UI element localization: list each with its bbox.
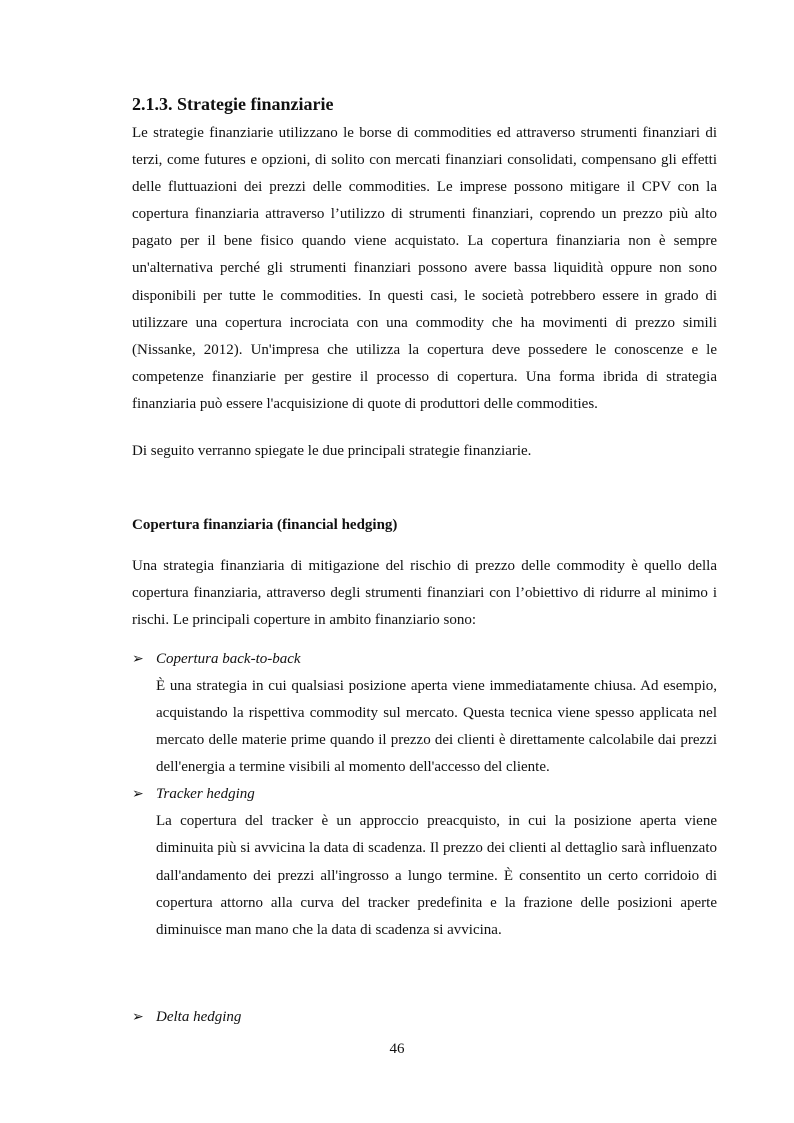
- section-paragraph-2: Di seguito verranno spiegate le due principali strategie finanziarie.: [132, 443, 532, 459]
- list-item-tracker-hedging: [132, 781, 717, 943]
- subsection-heading: Copertura finanziaria (financial hedging): [132, 517, 398, 533]
- subsection-intro: Una strategia finanziaria di mitigazione del rischio di prezzo delle commodity è quello della copertura finanziaria, attraverso degli strumenti finanziari con l’obiettivo di ridurre al minimo i rischi. Le principali coperture in ambito finanziario sono:: [132, 558, 717, 629]
- page-number: 46: [389, 1041, 405, 1057]
- list-item-back-to-back: [132, 646, 717, 781]
- arrow-bullet-icon: ➢: [132, 652, 144, 667]
- hedging-list: [132, 646, 717, 944]
- list-item-title: Tracker hedging: [156, 786, 255, 803]
- list-item-body: La copertura del tracker è un approccio preacquisto, in cui la posizione aperta viene diminuita più si avvicina la data di scadenza. Il prezzo dei clienti al dettaglio sarà influenzato dall'andamento dei prezzi all'ingrosso a lungo termine. È consentito un certo corridoio di copertura attorno alla curva del tracker predefinita e la frazione delle posizioni aperte diminuisce man mano che la data di scadenza si avvicina.: [156, 813, 717, 938]
- list-item-title: Copertura back-to-back: [156, 651, 301, 667]
- hedging-list-continued: [132, 1004, 717, 1031]
- list-item-body: È una strategia in cui qualsiasi posizione aperta viene immediatamente chiusa. Ad esempio, acquistando la rispettiva commodity sul mercato. Questa tecnica viene spesso applicata nel mercato delle materie prime quando il prezzo dei clienti è direttamente calcolabile dai prezzi dell'energia a termine visibili al momento dell'accesso del cliente.: [156, 678, 717, 776]
- section-heading: 2.1.3. Strategie finanziarie: [132, 94, 334, 114]
- arrow-bullet-icon: ➢: [132, 787, 144, 803]
- list-item-title: Delta hedging: [156, 1009, 242, 1025]
- list-item-delta-hedging: [132, 1004, 717, 1031]
- section-paragraph-1: Le strategie finanziarie utilizzano le borse di commodities ed attraverso strumenti finanziari di terzi, come futures e opzioni, di solito con mercati finanziari consolidati, compensano gli effetti delle fluttuazioni dei prezzi delle commodities. Le imprese possono mitigare il CPV con la copertura finanziaria attraverso l’utilizzo di strumenti finanziari, coprendo un prezzo più alto pagato per il bene fisico quando viene acquistato. La copertura finanziaria non è sempre un'alternativa perché gli strumenti finanziari possono avere bassa liquidità oppure non sono disponibili per tutte le commodities. In questi casi, le società potrebbero essere in grado di utilizzare una copertura incrociata con una commodity che ha movimenti di prezzo simili (Nissanke, 2012). Un'impresa che utilizza la copertura deve possedere le conoscenze e le competenze finanziarie per gestire il processo di copertura. Una forma ibrida di strategia finanziaria può essere l'acquisizione di quote di produttori delle commodities.: [132, 125, 717, 412]
- arrow-bullet-icon: ➢: [132, 1010, 144, 1025]
